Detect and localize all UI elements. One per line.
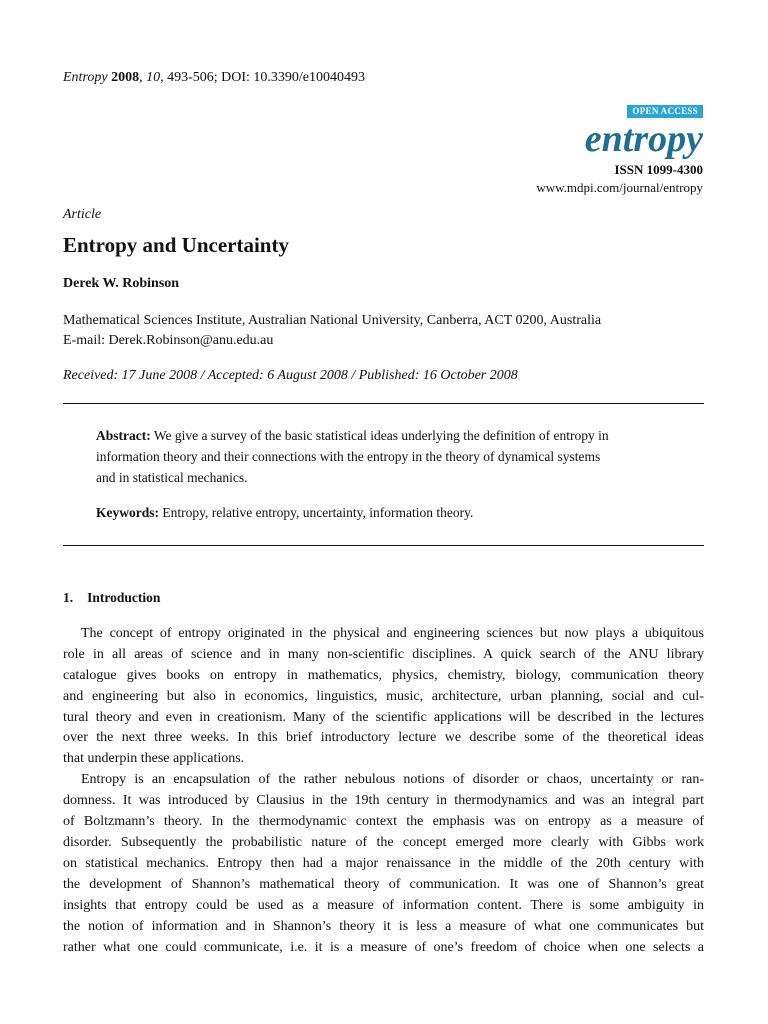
issn: ISSN 1099-4300 [614,162,703,177]
keywords-label: Keywords: [96,505,159,520]
body-line: disorder. Subsequently the probabilistic nature of the concept emerged more clearly with Gibbs work [63,835,704,850]
citation-pages-doi: , 493-506; DOI: 10.3390/e10040493 [160,70,366,85]
section-number: 1. [63,590,74,605]
body-line: that underpin these applications. [63,751,245,766]
body-line: the notion of information and in Shannon’s theory it is less a measure of what one communicates but [63,919,704,934]
journal-url[interactable]: www.mdpi.com/journal/entropy [536,180,703,195]
divider-top [63,403,704,404]
section-title: Introduction [87,590,161,605]
abstract-line: information theory and their connections with the entropy in the theory of dynamical systems [96,449,601,464]
body-line: role in all areas of science and in many non-scientific disciplines. A quick search of the ANU library [63,647,704,662]
divider-bottom [63,545,704,546]
open-access-badge: OPEN ACCESS [627,105,703,118]
article-type: Article [63,207,102,222]
body-line: The concept of entropy originated in the physical and engineering sciences but now plays a ubiquitous [81,626,704,641]
abstract-label: Abstract: [96,428,151,443]
journal-logo: entropy [584,118,703,160]
body-line: on statistical mechanics. Entropy then had a major renaissance in the middle of the 20th century with [63,856,704,871]
body-line: catalogue gives books on entropy in mathematics, physics, chemistry, biology, communication theory [63,668,704,683]
abstract-line: and in statistical mechanics. [96,470,248,485]
citation-line: Entropy 2008, 10, 493-506; DOI: 10.3390/e10040493 [63,70,366,85]
author-affiliation: Mathematical Sciences Institute, Australian National University, Canberra, ACT 0200, Australia [63,313,602,328]
citation-journal: Entropy [63,70,108,85]
body-line: of Boltzmann’s theory. In the thermodynamic context the emphasis was on entropy as a measure of [63,814,704,829]
body-line: over the next three weeks. In this brief introductory lecture we describe some of the theoretical ideas [63,730,704,745]
body-line: and engineering but also in economics, linguistics, music, architecture, urban planning, social and cul- [63,689,704,704]
body-line: tural theory and even in creationism. Many of the scientific applications will be described in the lectures [63,710,704,725]
section-heading [63,589,160,607]
keywords [96,504,676,522]
citation-volume: 10 [146,70,161,85]
abstract-line: Abstract: We give a survey of the basic statistical ideas underlying the definition of entropy in [96,428,609,443]
publication-dates: Received: 17 June 2008 / Accepted: 6 August 2008 / Published: 16 October 2008 [63,368,518,383]
author-name: Derek W. Robinson [63,276,180,291]
body-line: the development of Shannon’s mathematical theory of communication. It was one of Shannon’s great [63,877,704,892]
citation-year: 2008 [111,70,140,85]
keywords-text: Entropy, relative entropy, uncertainty, information theory. [162,505,474,520]
body-line: insights that entropy could be used as a measure of information content. There is some ambiguity in [63,898,704,913]
paper-title: Entropy and Uncertainty [63,233,289,257]
body-line: domness. It was introduced by Clausius in the 19th century in thermodynamics and was an integral part [63,793,704,808]
abstract [96,425,676,488]
body-line: Entropy is an encapsulation of the rather nebulous notions of disorder or chaos, uncertainty or ran- [81,772,704,787]
body-line: rather what one could communicate, i.e. it is a measure of one’s freedom of choice when one selects a [63,940,704,955]
author-email[interactable]: E-mail: Derek.Robinson@anu.edu.au [63,333,274,348]
